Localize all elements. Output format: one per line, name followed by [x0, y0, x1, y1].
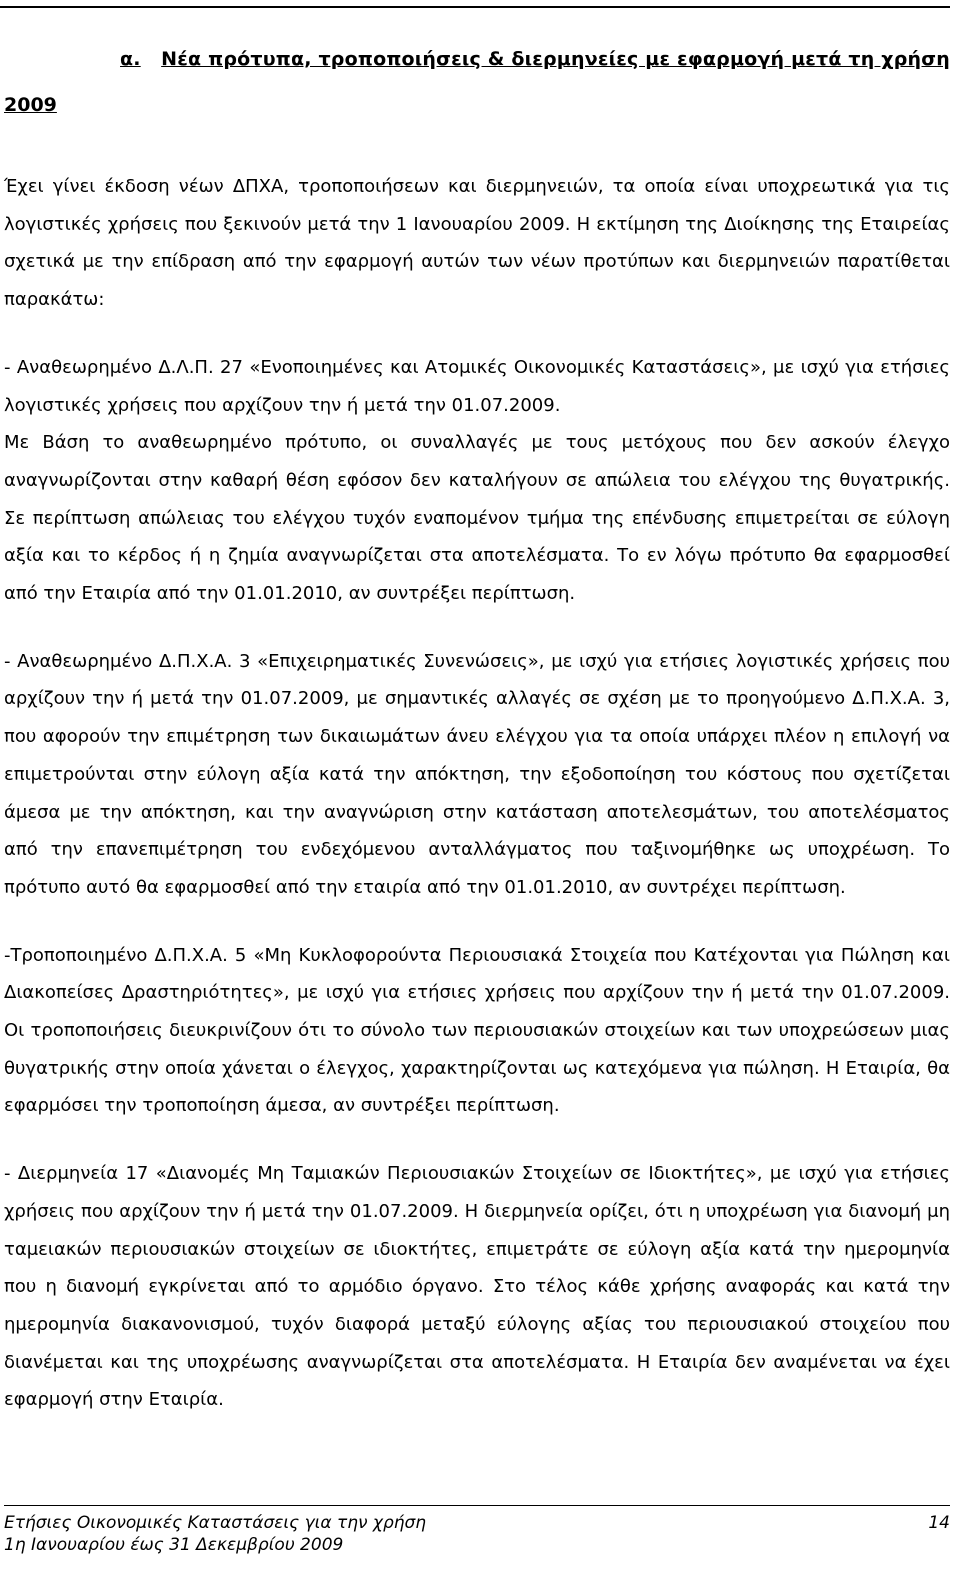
document-body [4, 168, 950, 1419]
page-footer [4, 1505, 950, 1556]
footer-period: 1η Ιανουαρίου έως 31 Δεκεμβρίου 2009 [4, 1535, 344, 1555]
section-heading [4, 48, 950, 128]
footer-title: Ετήσιες Οικονομικές Καταστάσεις για την χρήση [4, 1513, 427, 1533]
ifric17-paragraph: - Διερμηνεία 17 «Διανομές Μη Ταμιακών Περιουσιακών Στοιχείων σε Ιδιοκτήτες», με ισχύ για ετήσιες χρήσεις που αρχίζουν την ή μετά την 01.07.2009. Η διερμηνεία ορίζει, ότι η υποχρέωση για διανομή μη ταμειακών περιουσιακών στοιχείων σε ιδιοκτήτες, επιμετράτε σε εύλογη αξία κατά την ημερομηνία που η διανομή εγκρίνεται από το αρμόδιο όργανο. Στο τέλος κάθε χρήσης αναφοράς και κατά την ημερομηνία διακανονισμού, τυχόν διαφορά μεταξύ εύλογης αξίας του περιουσιακού στοιχείου που διανέμεται και της υποχρέωσης αναγνωρίζεται στα αποτελέσματα. Η Εταιρία δεν αναμένεται να έχει εφαρμογή στην Εταιρία. [4, 1163, 950, 1411]
ias27-detail-paragraph: Με Βάση το αναθεωρημένο πρότυπο, οι συναλλαγές με τους μετόχους που δεν ασκούν έλεγχο αναγνωρίζονται στην καθαρή θέση εφόσον δεν καταλήγουν σε απώλεια του ελέγχου της θυγατρικής. Σε περίπτωση απώλειας του ελέγχου τυχόν εναπομένον τμήμα της επένδυσης επιμετρείται σε εύλογη αξία και το κέρδος ή η ζημία αναγνωρίζεται στα αποτελέσματα. Το εν λόγω πρότυπο θα εφαρμοσθεί από την Εταιρία από την 01.01.2010, αν συντρέξει περίπτωση. [4, 432, 950, 605]
ifrs3-paragraph: - Αναθεωρημένο Δ.Π.Χ.Α. 3 «Επιχειρηματικές Συνενώσεις», με ισχύ για ετήσιες λογιστικές χρήσεις που αρχίζουν την ή μετά την 01.07.2009, με σημαντικές αλλαγές σε σχέση με το προηγούμενο Δ.Π.Χ.Α. 3, που αφορούν την επιμέτρηση των δικαιωμάτων άνευ ελέγχου για τα οποία υπάρχει πλέον η επιλογή να επιμετρούνται στην εύλογη αξία κατά την απόκτηση, την εξοδοποίηση του κόστους που σχετίζεται άμεσα με την απόκτηση, και την αναγνώριση στην κατάσταση αποτελεσμάτων, του αποτελέσματος από την επανεπιμέτρηση του ενδεχόμενου ανταλλάγματος που ταξινομήθηκε ως υποχρέωση. Το πρότυπο αυτό θα εφαρμοσθεί από την εταιρία από την 01.01.2010, αν συντρέχει περίπτωση. [4, 650, 950, 898]
ias27-paragraph: - Αναθεωρημένο Δ.Λ.Π. 27 «Ενοποιημένες και Ατομικές Οικονομικές Καταστάσεις», με ισχύ για ετήσιες λογιστικές χρήσεις που αρχίζουν την ή μετά την 01.07.2009. [4, 356, 950, 416]
section-title-year: 2009 [4, 94, 57, 116]
section-heading-line [4, 48, 950, 70]
intro-paragraph: Έχει γίνει έκδοση νέων ΔΠΧΑ, τροποποιήσεων και διερμηνειών, τα οποία είναι υποχρεωτικά για τις λογιστικές χρήσεις που ξεκινούν μετά την 1 Ιανουαρίου 2009. Η εκτίμηση της Διοίκησης της Εταιρείας σχετικά με την επίδραση από την εφαρμογή αυτών των νέων προτύπων και διερμηνειών παρατίθεται παρακάτω: [4, 176, 950, 311]
ifrs5-paragraph: -Τροποποιημένο Δ.Π.Χ.Α. 5 «Μη Κυκλοφορούντα Περιουσιακά Στοιχεία που Κατέχονται για Πώληση και Διακοπείσες Δραστηριότητες», με ισχύ για ετήσιες χρήσεις που αρχίζουν την ή μετά την 01.07.2009. Οι τροποποιήσεις διευκρινίζουν ότι το σύνολο των περιουσιακών στοιχείων και των υποχρεώσεων μιας θυγατρικής στην οποία χάνεται ο έλεγχος, χαρακτηρίζονται ως κατεχόμενα για πώληση. Η Εταιρία, θα εφαρμόσει την τροποποίηση άμεσα, αν συντρέξει περίπτωση. [4, 944, 950, 1117]
section-title: Νέα πρότυπα, τροποποιήσεις & διερμηνείες με εφαρμογή μετά τη χρήση [161, 48, 950, 70]
page-number: 14 [928, 1513, 950, 1533]
section-letter: α. [120, 48, 141, 70]
top-rule [0, 6, 950, 8]
